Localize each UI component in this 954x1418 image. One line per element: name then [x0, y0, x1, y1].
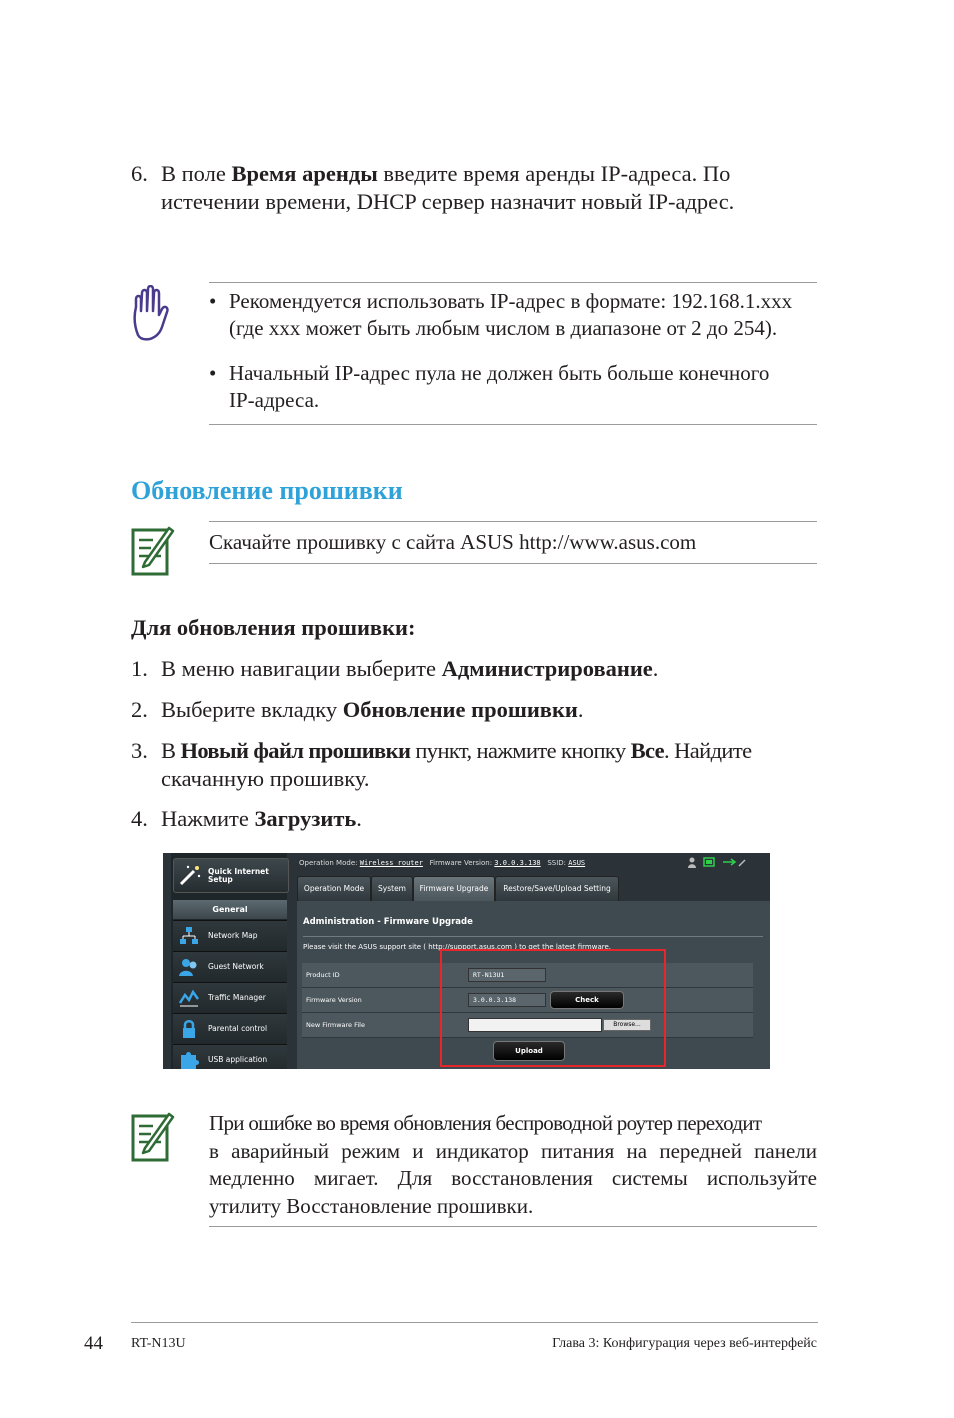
section-title: Обновление прошивки: [131, 476, 403, 505]
download-top-rule: [209, 521, 817, 522]
router-firmware-screenshot: [163, 853, 770, 1069]
step-2: 2. Выберите вкладку Обновление прошивки.: [131, 697, 584, 722]
note-top-rule: [209, 282, 817, 283]
general-header: General: [173, 900, 287, 919]
quick-internet-setup-button[interactable]: Quick Internet Setup: [173, 858, 289, 893]
tab-system[interactable]: System: [371, 876, 413, 901]
traffic-manager-icon: [178, 987, 200, 1009]
footer-chapter: Глава 3: Конфигурация через веб-интерфейс: [552, 1336, 817, 1351]
hand-icon: [130, 285, 174, 345]
magic-wand-icon: [178, 864, 202, 886]
row-firmware-version: Firmware Version 3.0.0.3.138 Check: [302, 988, 753, 1013]
note-pencil-icon: [131, 522, 175, 576]
note-bottom-rule: [209, 424, 817, 425]
panel-title: Administration - Firmware Upgrade: [303, 917, 473, 927]
operation-mode-link[interactable]: Wireless router: [359, 859, 423, 867]
network-map-icon: [178, 925, 200, 947]
download-bottom-rule: [209, 563, 817, 564]
step-3: 3. В Новый файл прошивки пункт, нажмите кнопку Все. Найдите скачанную прошивку.: [131, 738, 752, 791]
nav-network-map[interactable]: Network Map: [173, 920, 287, 951]
ssid-link[interactable]: ASUS: [568, 859, 586, 867]
recovery-note: При ошибке во время обновления беспроводной роутер переходит в аварийный режим и индикатор питания на передней панели медленно мигает. Для восстановления системы используйте утилиту Восстановление прошивки.: [209, 1111, 817, 1218]
tab-firmware-upgrade[interactable]: Firmware Upgrade: [413, 876, 495, 901]
nav-guest-network[interactable]: Guest Network: [173, 951, 287, 982]
step-number: 6.: [131, 161, 148, 186]
lock-icon: [178, 1018, 200, 1040]
row-product-id: Product ID RT-N13U1: [302, 963, 753, 988]
firmware-version-field: 3.0.0.3.138: [468, 993, 546, 1007]
field-name: Время аренды: [231, 161, 378, 186]
panel-description: Please visit the ASUS support site ( http://support.asus.com ) to get the latest firmware.: [303, 943, 612, 951]
browse-button[interactable]: Browse...: [603, 1019, 651, 1031]
row-new-firmware-file: New Firmware File Browse...: [302, 1013, 753, 1038]
download-note: Скачайте прошивку с сайта ASUS http://www.asus.com: [209, 530, 697, 554]
highlight-box: [440, 949, 666, 1067]
tab-restore-save-upload[interactable]: Restore/Save/Upload Setting: [495, 876, 619, 901]
product-id-field: RT-N13U1: [468, 968, 546, 982]
note-bullet-1: • Рекомендуется использовать IP-адрес в формате: 192.168.1.xxx (где xxx может быть любым числом в диапазоне от 2 до 254).: [209, 289, 793, 340]
step-6: 6. В поле Время аренды введите время аренды IP-адреса. По истечении времени, DHCP сервер назначит новый IP-адрес.: [131, 161, 735, 214]
step-4: 4. Нажмите Загрузить.: [131, 806, 362, 831]
nav-traffic-manager[interactable]: Traffic Manager: [173, 982, 287, 1013]
upload-button[interactable]: Upload: [493, 1041, 565, 1061]
note-pencil-icon: [131, 1108, 175, 1162]
procedure-title: Для обновления прошивки:: [131, 615, 416, 640]
nav-parental-control[interactable]: Parental control: [173, 1013, 287, 1044]
footer-rule: [131, 1322, 818, 1323]
status-icons: [687, 856, 747, 869]
status-bar: Operation Mode: Wireless router Firmware Version: 3.0.0.3.138 SSID: ASUS: [299, 859, 586, 867]
step-1: 1. В меню навигации выберите Администрирование.: [131, 656, 659, 681]
recovery-bottom-rule: [209, 1226, 817, 1227]
guest-network-icon: [178, 956, 200, 978]
nav-usb-application[interactable]: USB application: [173, 1044, 287, 1069]
tab-operation-mode[interactable]: Operation Mode: [297, 876, 371, 901]
firmware-version-link[interactable]: 3.0.0.3.138: [494, 859, 541, 867]
footer-model: RT-N13U: [131, 1336, 186, 1351]
check-button[interactable]: Check: [550, 991, 624, 1009]
note-bullet-2: • Начальный IP-адрес пула не должен быть больше конечного IP-адреса.: [209, 361, 770, 412]
puzzle-icon: [178, 1049, 200, 1069]
page-number: 44: [84, 1333, 103, 1354]
